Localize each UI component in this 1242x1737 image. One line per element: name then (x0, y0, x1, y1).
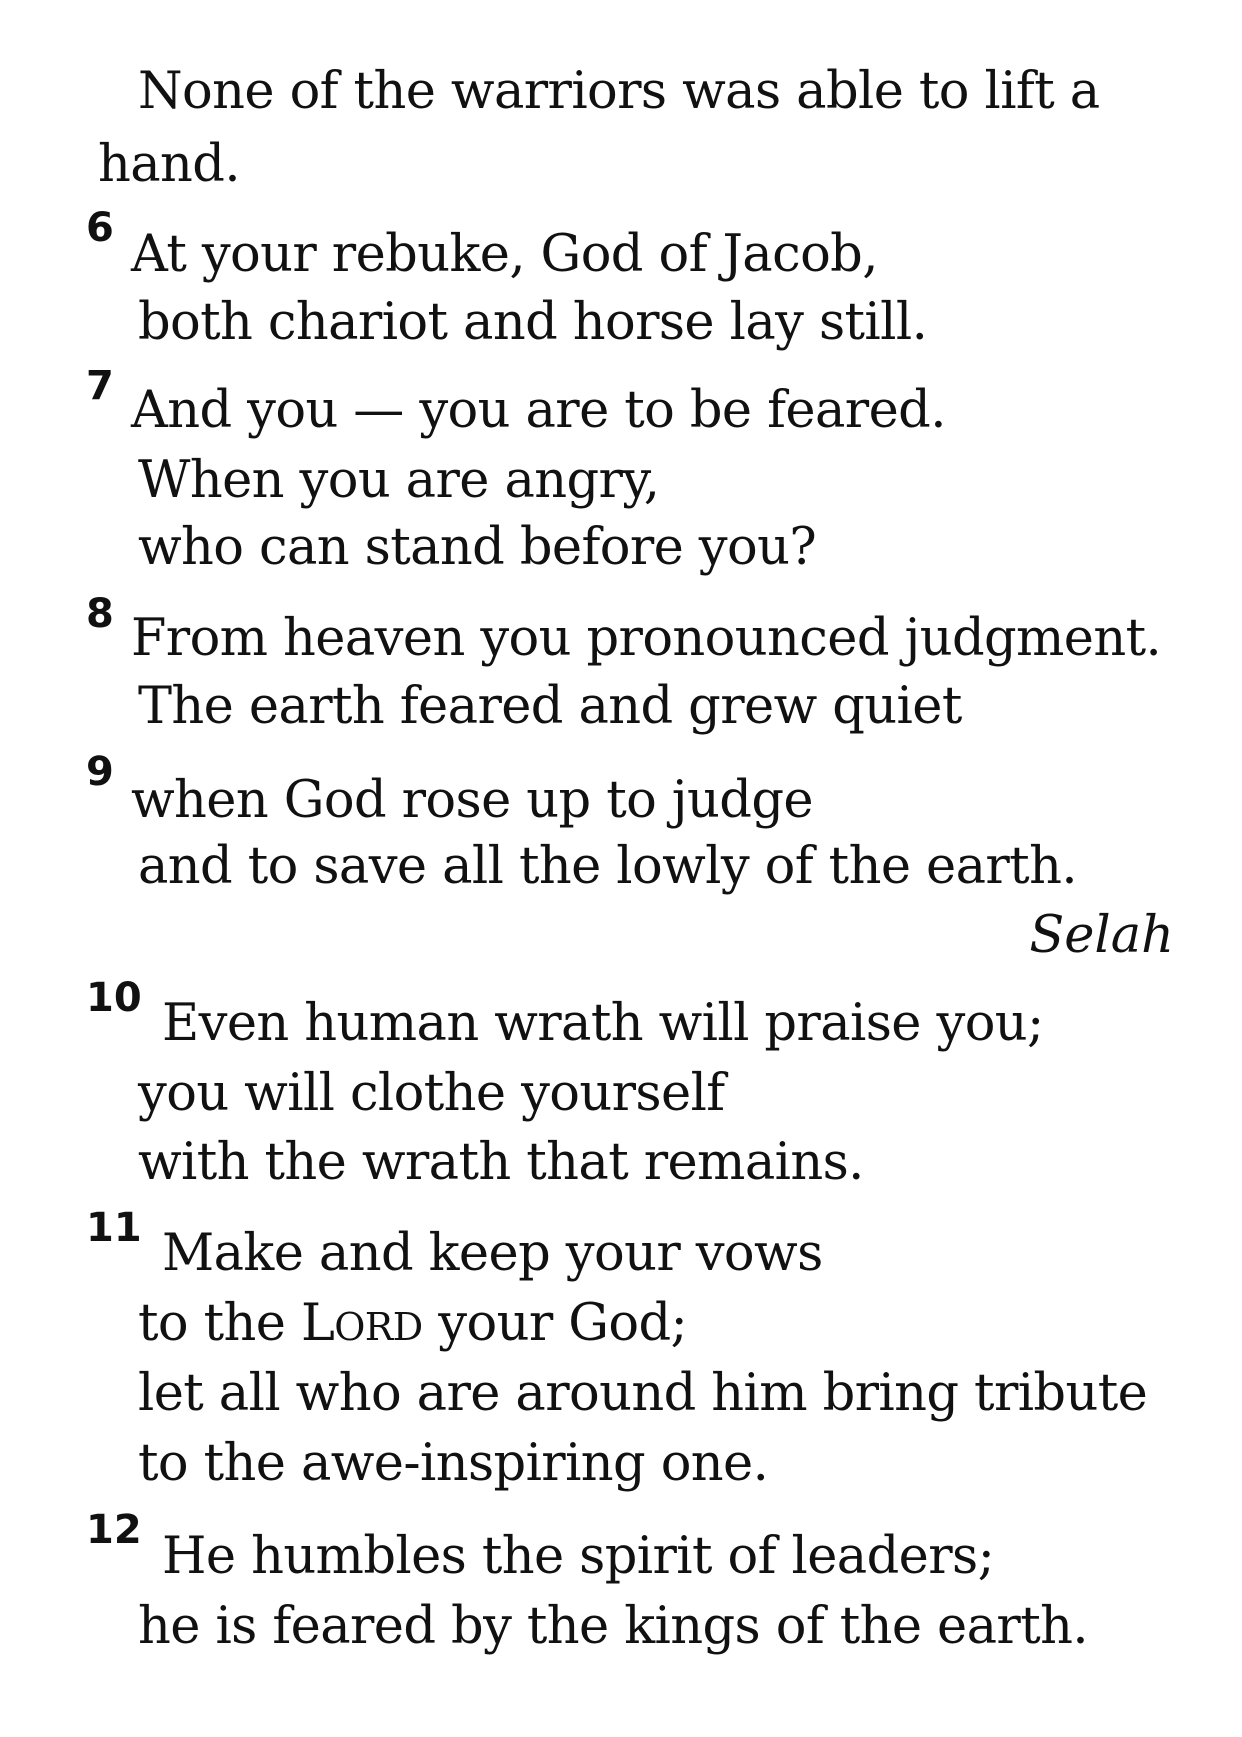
verse-line: when God rose up to judge (131, 771, 813, 830)
verse-line: At your rebuke, God of Jacob, (131, 225, 878, 284)
verse-text: your God; (422, 1294, 688, 1353)
verse-line: and to save all the lowly of the earth. (138, 837, 1077, 896)
verse-number: 6 (86, 205, 114, 251)
verse-line: he is feared by the kings of the earth. (138, 1597, 1088, 1656)
lord-small-caps: L (300, 1294, 335, 1353)
verse-line: both chariot and horse lay still. (138, 293, 928, 352)
verse-line: From heaven you pronounced judgment. (131, 609, 1162, 668)
verse-number: 7 (86, 363, 114, 409)
verse-line: And you — you are to be feared. (131, 381, 946, 440)
verse-line: with the wrath that remains. (138, 1133, 864, 1192)
verse-line: let all who are around him bring tribute (138, 1364, 1148, 1423)
verse-line: Make and keep your vows (162, 1224, 823, 1283)
verse-number: 12 (86, 1507, 142, 1553)
verse-line: He humbles the spirit of leaders; (162, 1527, 995, 1586)
verse-line: hand. (98, 135, 240, 194)
selah-marker: Selah (1029, 906, 1174, 965)
verse-line: to the awe-inspiring one. (138, 1434, 769, 1493)
verse-line-lord (138, 1294, 687, 1357)
verse-line: When you are angry, (138, 451, 660, 510)
verse-line: who can stand before you? (138, 518, 817, 577)
lord-small-caps: ORD (334, 1305, 423, 1349)
verse-line: None of the warriors was able to lift a (138, 62, 1100, 121)
verse-line: The earth feared and grew quiet (138, 677, 962, 736)
verse-number: 8 (86, 591, 114, 637)
verse-text: to the (138, 1294, 301, 1353)
verse-number: 9 (86, 749, 114, 795)
verse-number: 10 (86, 975, 142, 1021)
verse-number: 11 (86, 1205, 142, 1251)
verse-line: you will clothe yourself (138, 1064, 725, 1123)
verse-line: Even human wrath will praise you; (162, 994, 1044, 1053)
